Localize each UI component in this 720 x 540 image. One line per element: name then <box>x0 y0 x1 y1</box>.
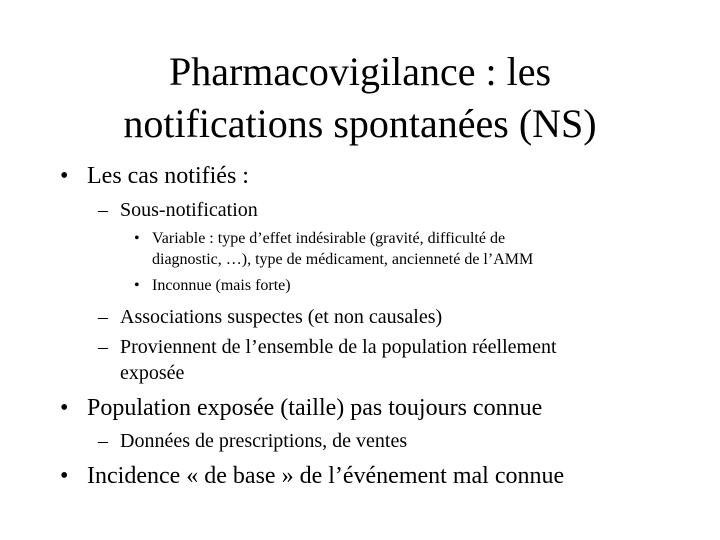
bullet-icon: • <box>60 395 69 421</box>
sub-sub-bullet-variable-line-2: diagnostic, …), type de médicament, ancienneté de l’AMM <box>152 251 534 268</box>
bullet-icon: • <box>134 277 140 294</box>
sub-sub-bullet-variable-line-1: Variable : type d’effet indésirable (gravité, difficulté de <box>152 230 506 247</box>
sub-bullet-proviennent-line-1: Proviennent de l’ensemble de la population réellement <box>120 336 557 358</box>
bullet-icon: • <box>134 230 140 247</box>
slide-title-line-2: notifications spontanées (NS) <box>123 101 597 146</box>
dash-icon: – <box>98 430 108 452</box>
dash-icon: – <box>98 199 108 221</box>
slide-title-line-1: Pharmacovigilance : les <box>168 49 552 94</box>
bullet-incidence: Incidence « de base » de l’événement mal connue <box>87 463 565 489</box>
bullet-cas-notifies: Les cas notifiés : <box>87 163 249 189</box>
bullet-icon: • <box>60 163 69 189</box>
bullet-icon: • <box>60 463 69 489</box>
sub-bullet-proviennent-line-2: exposée <box>120 362 185 384</box>
sub-bullet-sous-notification: Sous-notification <box>120 199 258 221</box>
bullet-population: Population exposée (taille) pas toujours connue <box>87 395 543 421</box>
dash-icon: – <box>98 306 108 328</box>
sub-bullet-donnees: Données de prescriptions, de ventes <box>120 430 408 452</box>
dash-icon: – <box>98 336 108 358</box>
sub-bullet-associations: Associations suspectes (et non causales) <box>120 306 443 328</box>
slide-title <box>40 46 680 150</box>
sub-sub-bullet-inconnue: Inconnue (mais forte) <box>152 277 291 294</box>
